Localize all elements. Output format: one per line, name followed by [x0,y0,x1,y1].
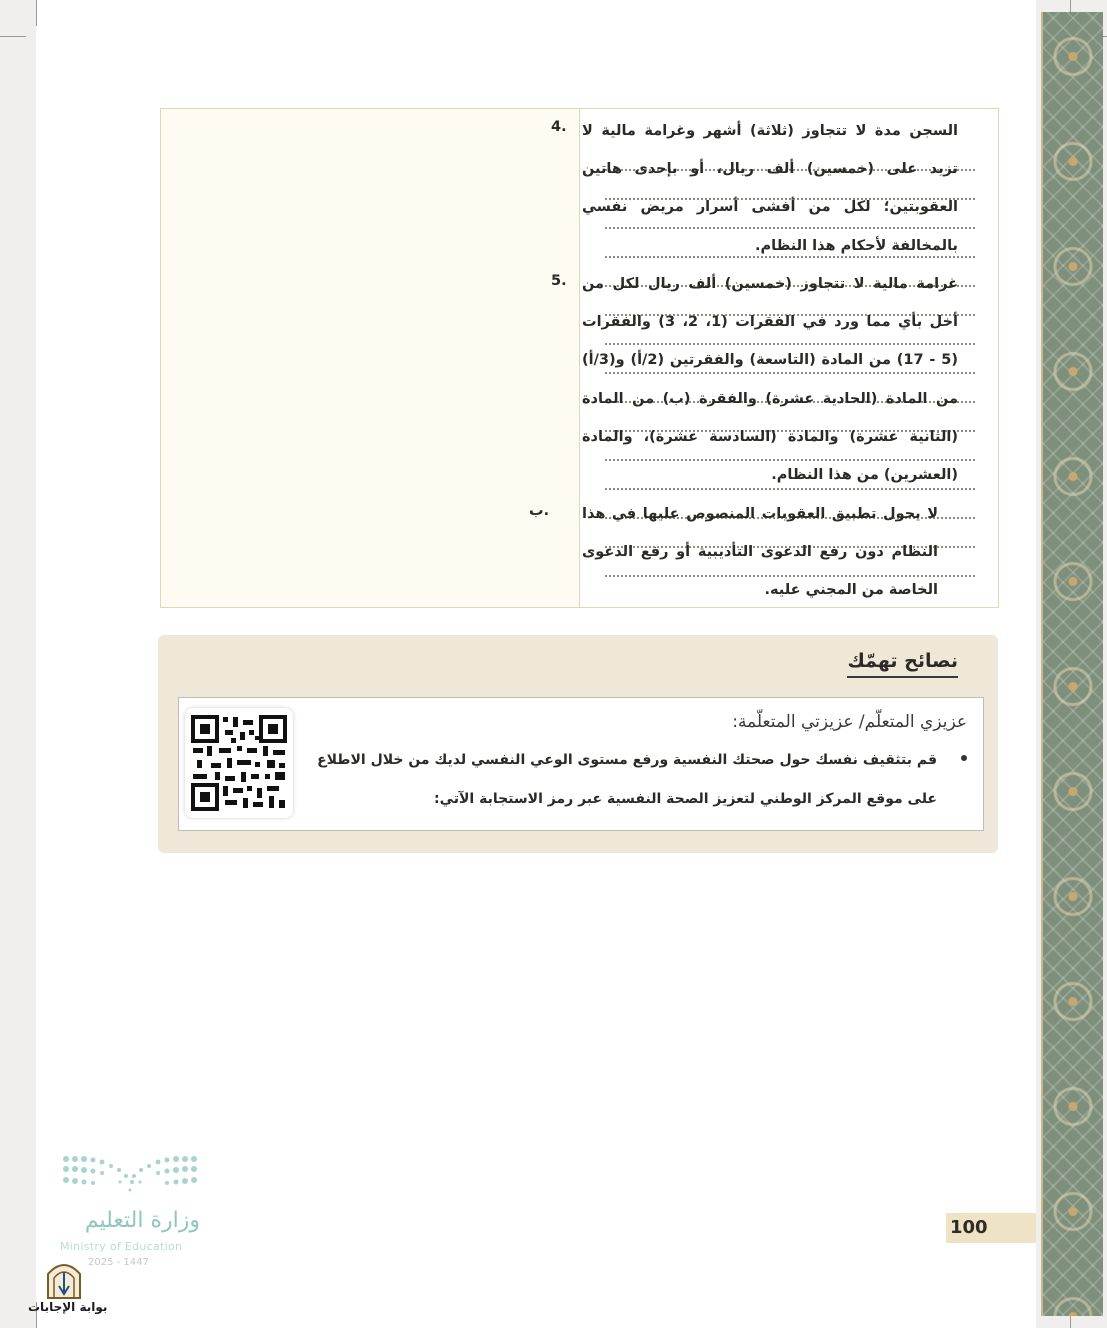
ministry-logo-icon [62,1154,198,1200]
law-table [160,108,999,608]
greeting-text: عزيزي المتعلّم/ عزيزتي المتعلّمة: [732,712,967,732]
tips-section [158,635,998,853]
ministry-name-ar: وزارة التعليم [84,1208,200,1233]
portal-watermark: بوابة الإجابات [28,1300,108,1314]
crop-mark [0,36,26,37]
crop-mark [36,0,37,26]
tip-line-1: قم بتثقيف نفسك حول صحتك النفسية ورفع مستوى الوعي النفسي لديك من خلال الاطلاع [317,752,937,768]
edition-year: 2025 - 1447 [88,1257,149,1268]
item-number: 5. [551,273,567,289]
tips-content [178,697,984,831]
portal-logo-icon [44,1256,84,1300]
qr-code-icon [185,708,293,818]
item-label-b: ب. [529,503,550,519]
tip-line-2: على موقع المركز الوطني لتعزيز الصحة النفسية عبر رمز الاستجابة الآتي: [433,791,937,807]
tips-title: نصائح تهمّك [847,650,958,678]
bullet-icon [961,755,967,761]
item-number: 4. [551,119,567,135]
law-item-5: غرامة مالية لا تتجاوز (خمسين) ألف ريال لكل من أخل بأي مما ورد في الفقرات (1، 2، 3) والفقرات (5 - 17) من المادة (التاسعة) والفقرتين (2/أ) و(3/أ) من المادة (الحادية عشرة) والفقرة (ب) من المادة (الثانية عشرة) والمادة (السادسة عشرة)، والمادة (العشرين) من هذا النظام. [582,276,959,484]
qr-code[interactable] [185,708,293,818]
ornamental-border [1041,12,1103,1316]
law-item-4: السجن مدة لا تتجاوز (ثلاثة) أشهر وغرامة مالية لا تزيد على (خمسين) ألف ريال، أو بإحدى هاتين العقوبتين؛ لكل من أفشى أسرار مريض نفسي بالمخالفة لأحكام هذا النظام. [582,123,958,254]
answer-column [161,109,581,607]
law-item-b: لا يحول تطبيق العقوبات المنصوص عليها في هذا النظام دون رفع الدعوى التأديبية أو رفع الدعوى الخاصة من المجني عليه. [582,506,938,599]
page-number: 100 [946,1213,1036,1243]
ministry-name-en: Ministry of Education [60,1240,183,1253]
